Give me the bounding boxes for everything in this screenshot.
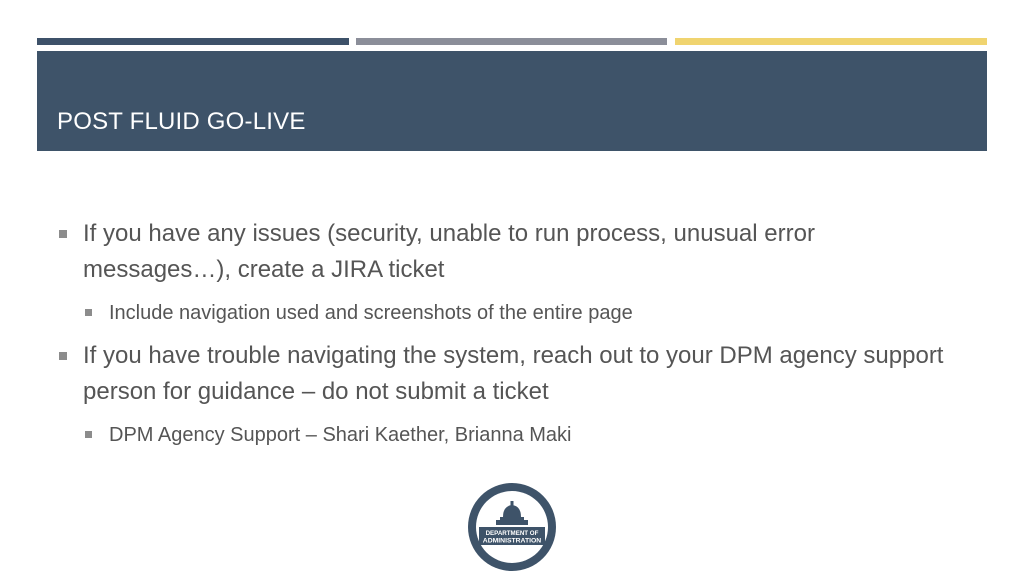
accent-stripe-navy [37,38,349,45]
square-bullet-icon [59,352,67,360]
slide-title: POST FLUID GO-LIVE [57,108,306,135]
sub-bullet-item-1 [57,298,967,328]
logo-line-1: DEPARTMENT OF [485,530,539,537]
bullet-item-1 [57,216,967,288]
logo-line-2: ADMINISTRATION [482,537,542,545]
department-of-administration-logo [466,481,558,573]
sub-bullet-text-2: DPM Agency Support – Shari Kaether, Brianna Maki [109,424,572,446]
bullet-item-2 [57,338,967,410]
square-bullet-icon [59,230,67,238]
sub-bullet-item-2 [57,420,967,450]
bullet-list [57,216,967,460]
accent-stripe-gray [356,38,667,45]
logo-arc-bottom-text: DOA.WI.GOV [492,546,532,559]
square-bullet-icon [85,309,92,316]
logo-arc-top-text: WISCONSIN [488,492,536,507]
accent-stripe-gold [675,38,987,45]
title-bar [37,51,987,151]
sub-bullet-text-1: Include navigation used and screenshots of the entire page [109,302,633,324]
bullet-text-1: If you have any issues (security, unable to run process, unusual error messages…), create a JIRA ticket [83,220,815,283]
bullet-text-2: If you have trouble navigating the system, reach out to your DPM agency support person for guidance – do not submit a ticket [83,342,944,405]
square-bullet-icon [85,431,92,438]
